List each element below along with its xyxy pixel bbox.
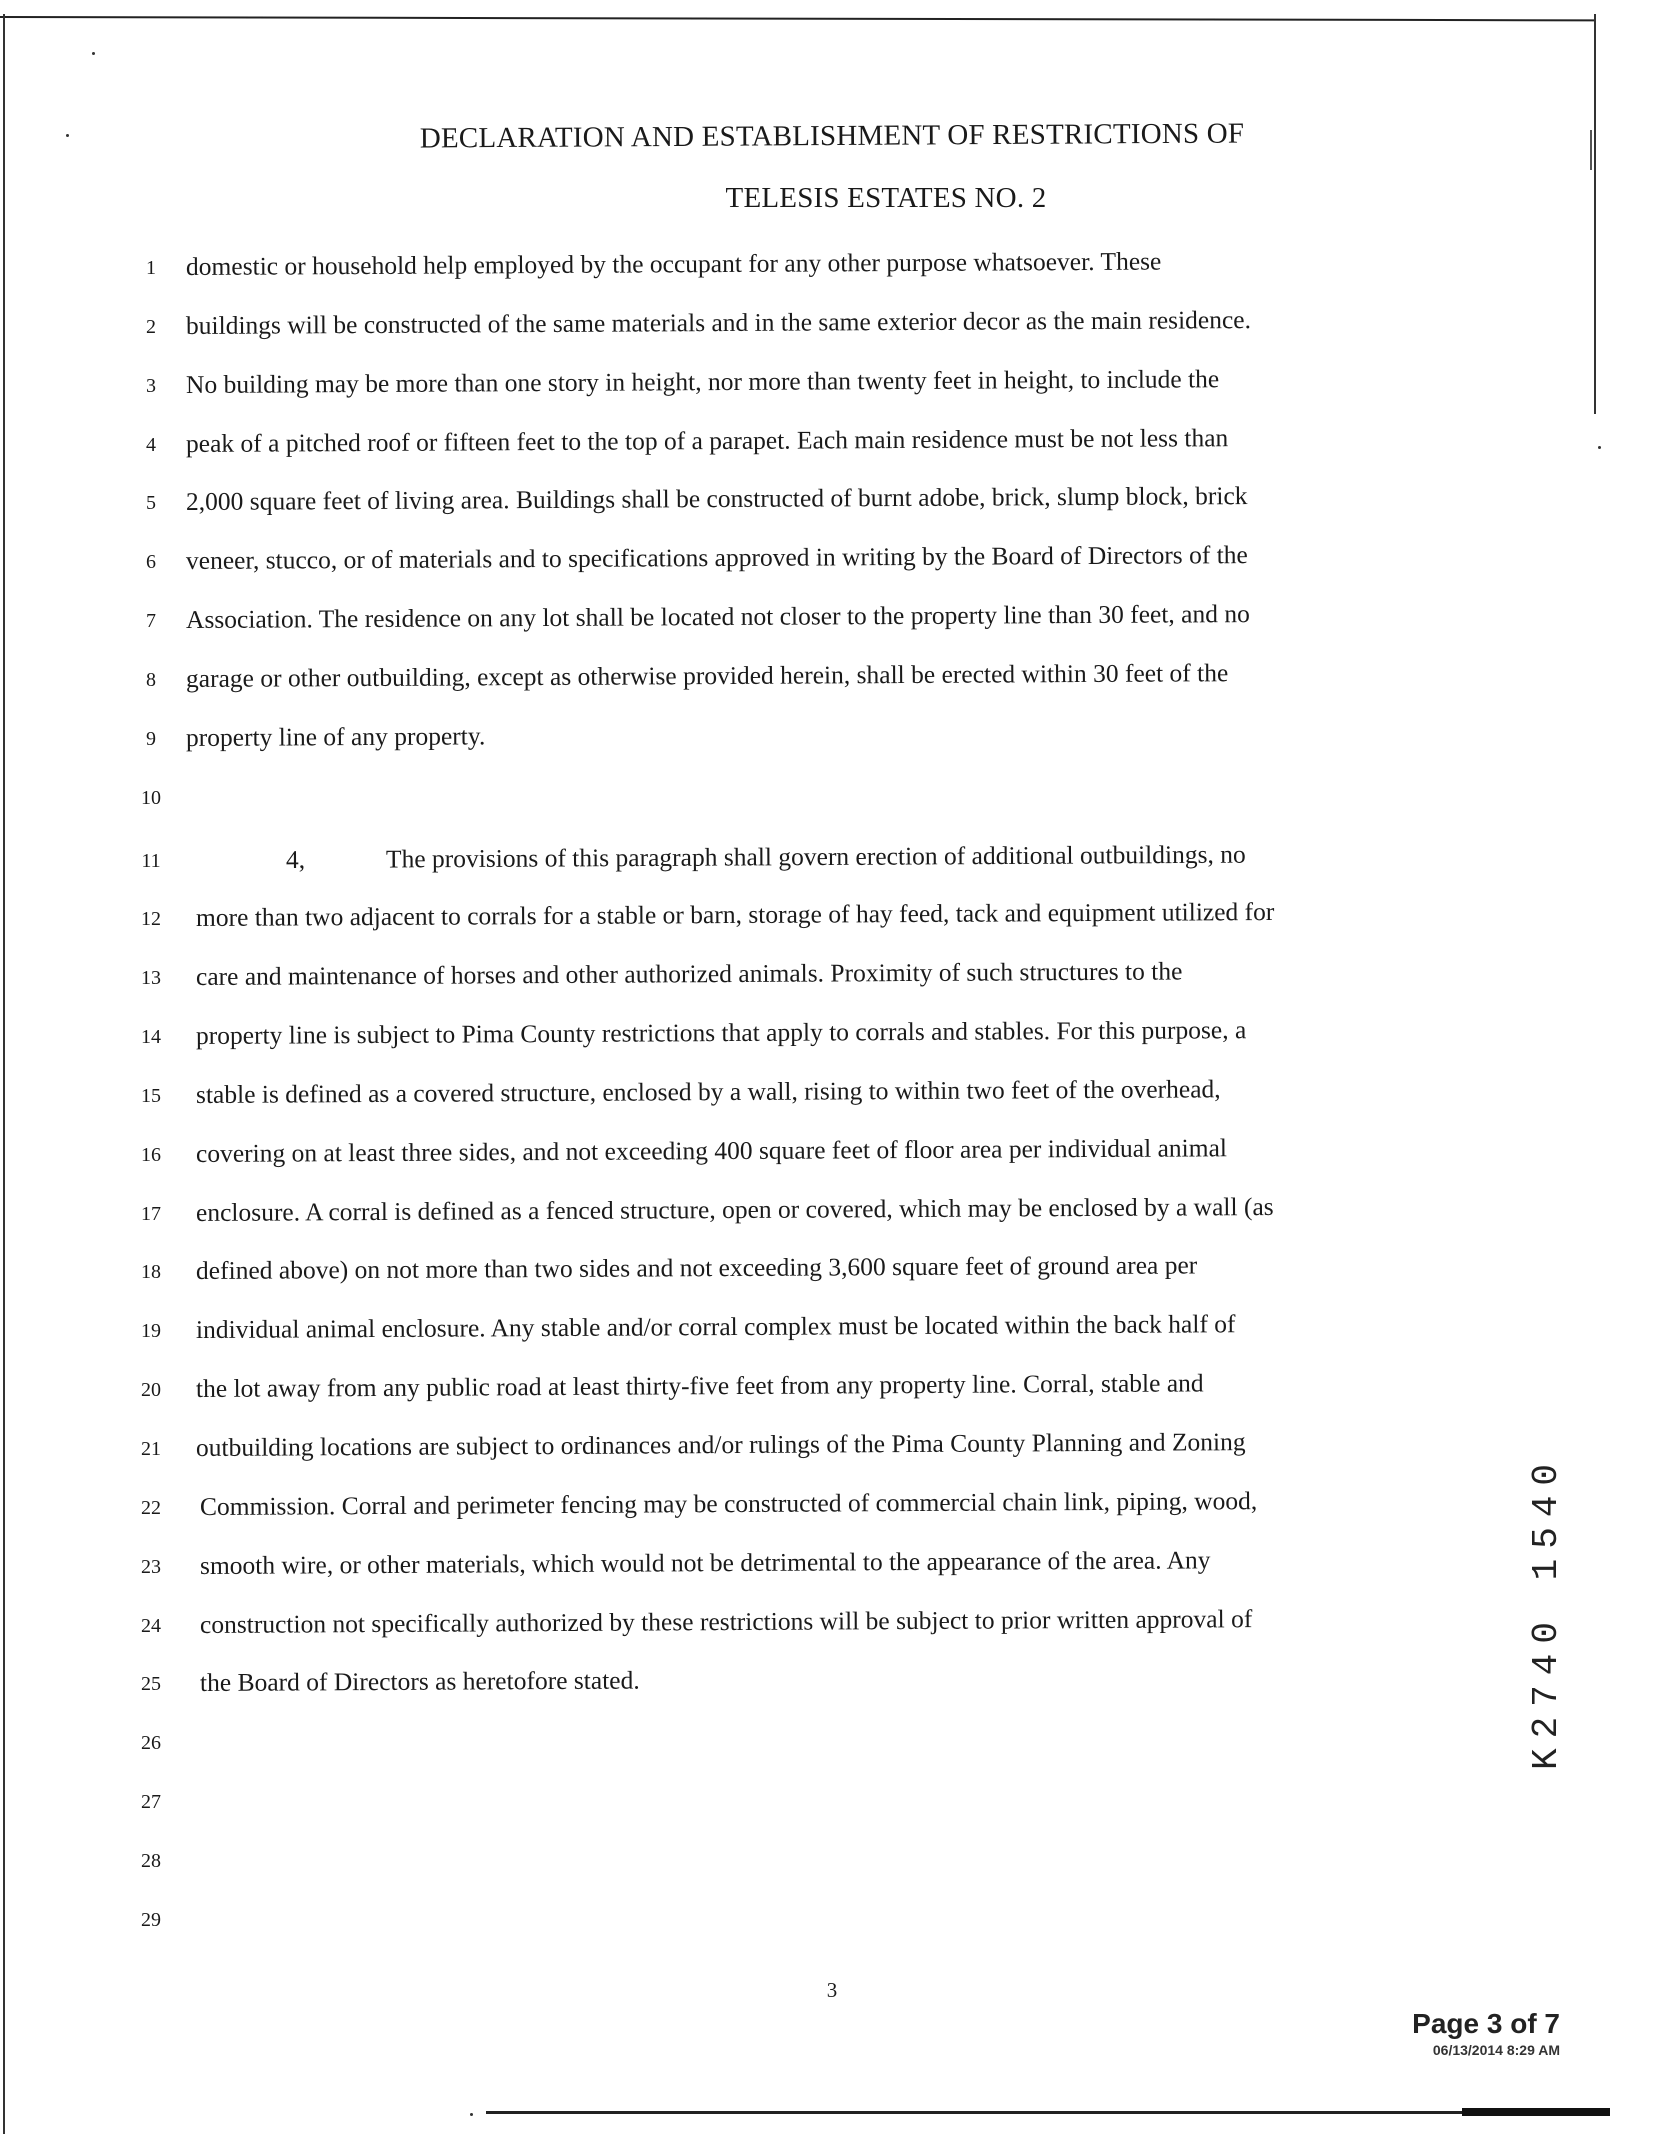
line-number: 29 <box>141 1908 161 1931</box>
numbered-line <box>0 1603 1664 1650</box>
line-text: individual animal enclosure. Any stable and/or corral complex must be located within the back half of <box>195 1309 1236 1345</box>
line-text: smooth wire, or other materials, which would not be detrimental to the appearance of the area. Any <box>199 1545 1211 1580</box>
numbered-line <box>0 1132 1664 1179</box>
line-number: 2 <box>146 315 156 338</box>
page-number: 3 <box>826 1978 838 2002</box>
document-subtitle <box>0 182 1664 215</box>
numbered-line <box>0 422 1664 469</box>
line-text: more than two adjacent to corrals for a stable or barn, storage of hay feed, tack and equipment utilized for <box>195 897 1275 933</box>
line-text: the Board of Directors as heretofore stated. <box>199 1665 640 1698</box>
scan-border-bottom-thick <box>1462 2108 1610 2116</box>
line-text: the lot away from any public road at least thirty-five feet from any property line. Corral, stable and <box>195 1368 1204 1404</box>
numbered-line <box>0 1665 1664 1708</box>
line-text: buildings will be constructed of the same materials and in the same exterior decor as the main residence. <box>185 304 1252 340</box>
numbered-line <box>0 1309 1664 1355</box>
paragraph-text: The provisions of this paragraph shall govern erection of additional outbuildings, no <box>385 839 1246 873</box>
numbered-line <box>0 599 1664 645</box>
paragraph-number: 4, <box>285 844 306 874</box>
line-number: 3 <box>146 374 156 397</box>
line-number: 7 <box>146 610 156 633</box>
numbered-line <box>0 782 1664 822</box>
line-number: 19 <box>141 1320 161 1343</box>
numbered-line <box>0 839 1664 885</box>
scan-border-top <box>0 16 1596 21</box>
numbered-line <box>0 1074 1664 1120</box>
recording-stamp-datetime: 06/13/2014 8:29 AM <box>1432 2042 1560 2058</box>
line-number: 17 <box>141 1202 161 1225</box>
line-number: 9 <box>146 727 156 750</box>
line-text: Association. The residence on any lot shall be located not closer to the property line than 30 feet, and no <box>185 599 1250 635</box>
line-number: 18 <box>141 1261 161 1284</box>
line-text <box>286 839 1246 874</box>
line-text: stable is defined as a covered structure, enclosed by a wall, rising to within two feet of the overhead, <box>195 1074 1221 1109</box>
line-text: peak of a pitched roof or fifteen feet to the top of a parapet. Each main residence must be not less than <box>185 422 1229 458</box>
line-text: No building may be more than one story in height, nor more than twenty feet in height, to include the <box>185 363 1220 399</box>
line-text: garage or other outbuilding, except as otherwise provided herein, shall be erected within 30 feet of the <box>185 658 1229 693</box>
numbered-line <box>0 1427 1664 1473</box>
line-number: 6 <box>146 551 156 574</box>
line-text: 2,000 square feet of living area. Buildings shall be constructed of burnt adobe, brick, slump block, brick <box>185 481 1248 517</box>
numbered-line <box>0 723 1664 763</box>
numbered-line <box>0 1485 1664 1532</box>
numbered-line <box>0 1845 1664 1885</box>
numbered-line <box>0 1727 1664 1767</box>
numbered-line <box>0 1250 1664 1296</box>
line-number: 4 <box>146 433 156 456</box>
numbered-line <box>0 1545 1664 1591</box>
subtitle-text: TELESIS ESTATES NO. 2 <box>725 182 1047 214</box>
line-number: 11 <box>141 849 161 872</box>
numbered-line <box>0 540 1664 586</box>
line-text: construction not specifically authorized by these restrictions will be subject to prior written approval of <box>199 1603 1253 1639</box>
line-text: Commission. Corral and perimeter fencing may be constructed of commercial chain link, piping, wood, <box>199 1485 1258 1521</box>
numbered-line <box>0 304 1664 351</box>
line-number: 5 <box>146 492 156 515</box>
numbered-line <box>0 1904 1664 1944</box>
line-number: 14 <box>141 1026 161 1049</box>
line-number: 21 <box>141 1438 161 1460</box>
numbered-line <box>0 1786 1664 1826</box>
line-text: outbuilding locations are subject to ordinances and/or rulings of the Pima County Planning and Zoning <box>195 1427 1246 1462</box>
line-number: 12 <box>141 908 161 931</box>
scan-speck <box>470 2113 473 2116</box>
line-number: 25 <box>141 1673 161 1696</box>
line-text: enclosure. A corral is defined as a fenced structure, open or covered, which may be enclosed by a wall (as <box>195 1191 1274 1227</box>
recording-stamp-page: Page 3 of 7 <box>1412 2008 1560 2039</box>
numbered-line <box>0 363 1664 410</box>
line-number: 16 <box>141 1143 161 1166</box>
line-number: 20 <box>141 1379 161 1402</box>
docket-side-code: K2740 1540 <box>1526 1453 1567 1770</box>
line-number: 8 <box>146 668 156 691</box>
line-number: 10 <box>141 786 161 809</box>
line-number: 23 <box>141 1555 161 1578</box>
line-text: covering on at least three sides, and not exceeding 400 square feet of floor area per individual animal <box>195 1132 1228 1168</box>
numbered-line <box>0 1368 1664 1414</box>
numbered-line <box>0 897 1664 943</box>
line-text: care and maintenance of horses and other authorized animals. Proximity of such structures to the <box>195 956 1183 992</box>
scan-border-bottom <box>486 2111 1610 2114</box>
document-title: DECLARATION AND ESTABLISHMENT OF RESTRICTIONS OF <box>419 117 1245 155</box>
line-number: 22 <box>141 1496 161 1519</box>
line-text: veneer, stucco, or of materials and to specifications approved in writing by the Board of Directors of the <box>185 540 1248 576</box>
numbered-line <box>0 1191 1664 1238</box>
numbered-line <box>0 658 1664 704</box>
numbered-line <box>0 1015 1664 1061</box>
numbered-line <box>0 246 1664 292</box>
numbered-line <box>0 956 1664 1002</box>
line-text: property line of any property. <box>185 721 486 752</box>
line-number: 28 <box>141 1849 161 1872</box>
scan-speck <box>92 52 95 55</box>
line-number: 24 <box>141 1614 161 1637</box>
line-number: 13 <box>141 967 161 990</box>
line-number: 15 <box>141 1084 161 1107</box>
line-text: defined above) on not more than two sides and not exceeding 3,600 square feet of ground area per <box>195 1250 1198 1286</box>
line-text: property line is subject to Pima County restrictions that apply to corrals and stables. For this purpose, a <box>195 1015 1247 1051</box>
line-number: 26 <box>141 1732 161 1755</box>
line-number: 27 <box>141 1791 161 1814</box>
line-text: domestic or household help employed by the occupant for any other purpose whatsoever. These <box>185 246 1162 281</box>
numbered-line <box>0 481 1664 527</box>
line-number: 1 <box>146 257 156 279</box>
